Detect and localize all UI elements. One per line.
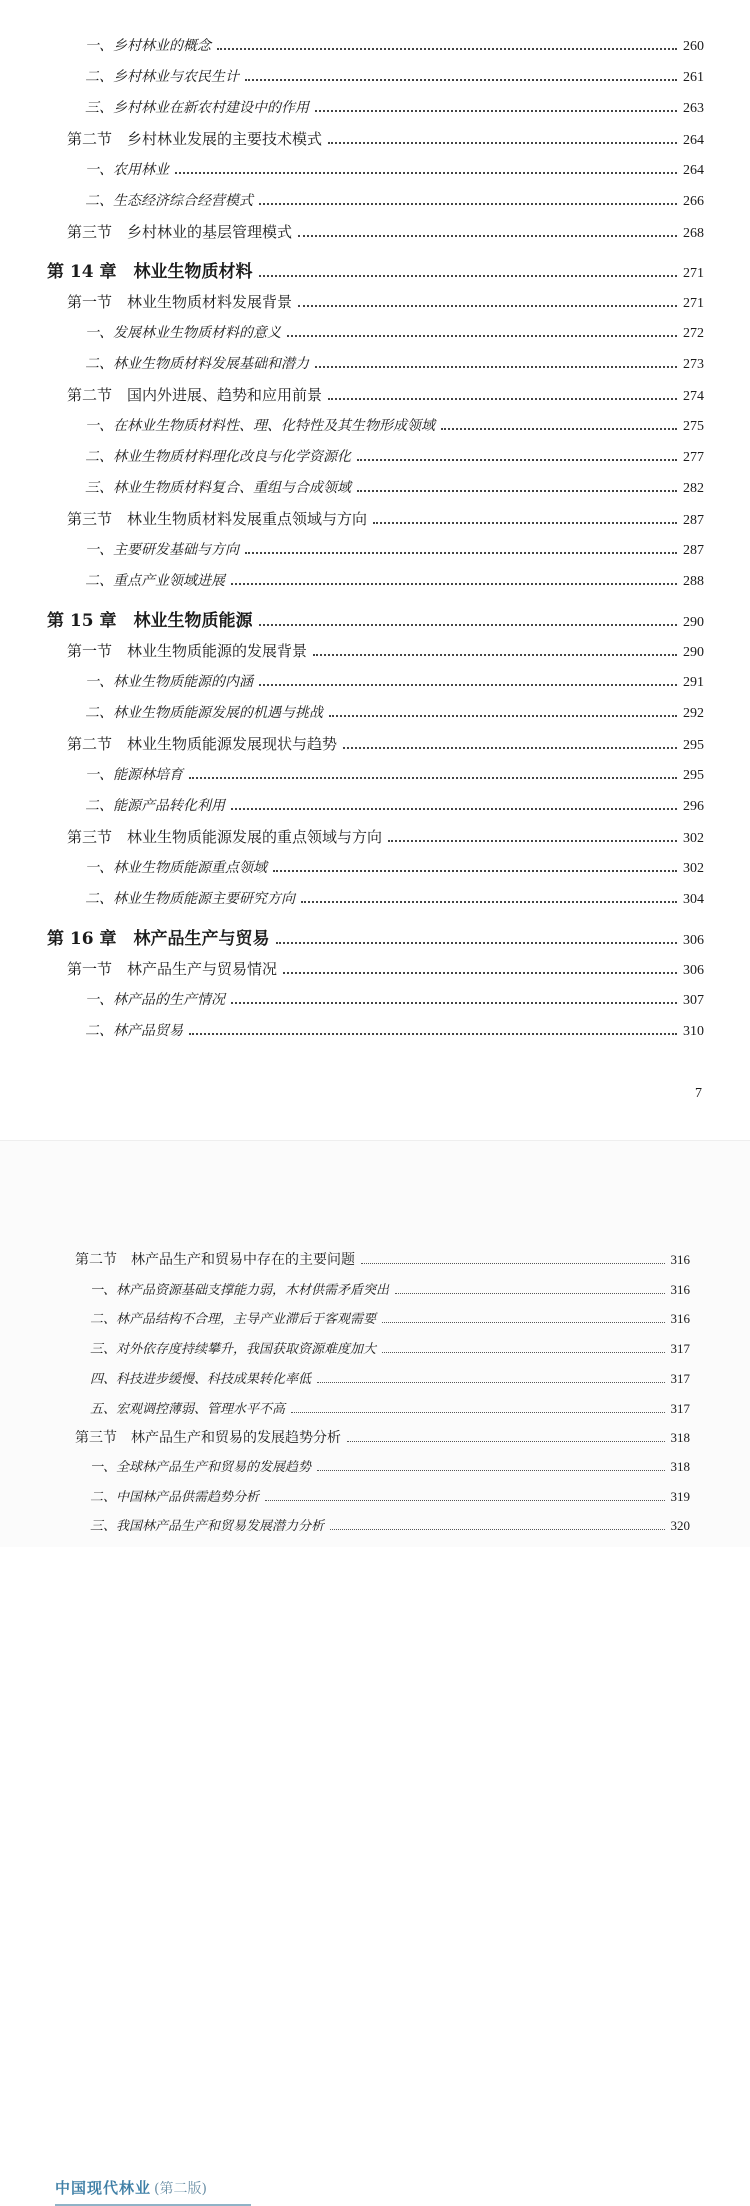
toc-entry-page-number: 277 <box>683 450 704 465</box>
toc-entry-title: 二、重点产业领域进展 <box>85 573 225 589</box>
toc-entry-title: 第三节 林业生物质材料发展重点领域与方向 <box>67 510 368 528</box>
toc-item-entry[interactable] <box>85 764 704 784</box>
toc-item-entry[interactable] <box>90 1456 690 1475</box>
toc-item-entry[interactable] <box>90 1338 690 1357</box>
dot-leader <box>259 274 678 277</box>
toc-entry-title: 一、在林业生物质材料性、理、化特性及其生物形成领域 <box>85 418 435 434</box>
toc-entry-title: 二、林业生物质能源发展的机遇与挑战 <box>85 705 323 721</box>
toc-section-entry[interactable] <box>67 291 704 312</box>
toc-item-entry[interactable] <box>85 159 704 179</box>
toc-item-entry[interactable] <box>85 795 704 815</box>
toc-entry-title: 第一节 林业生物质能源的发展背景 <box>67 642 308 660</box>
toc-entry-title: 二、林业生物质能源主要研究方向 <box>85 891 295 907</box>
toc-entry-title: 第 16 章 林产品生产与贸易 <box>47 929 270 949</box>
toc-entry-title: 二、林产品贸易 <box>85 1023 183 1039</box>
toc-entry-page-number: 271 <box>683 296 704 311</box>
toc-entry-page-number: 282 <box>683 481 704 496</box>
toc-item-entry[interactable] <box>90 1368 690 1387</box>
toc-entry-page-number: 316 <box>670 1252 690 1267</box>
toc-entry-title: 二、能源产品转化利用 <box>85 798 225 814</box>
toc-item-entry[interactable] <box>85 671 704 691</box>
dot-leader <box>276 941 678 944</box>
toc-entry-page-number: 302 <box>683 861 704 876</box>
toc-section-entry[interactable] <box>75 1427 690 1447</box>
dot-leader <box>373 521 677 524</box>
toc-entry-page-number: 274 <box>683 389 704 404</box>
toc-entry-page-number: 271 <box>683 266 704 281</box>
toc-item-entry[interactable] <box>90 1486 690 1505</box>
toc-entry-page-number: 260 <box>683 39 704 54</box>
dot-leader <box>382 1351 664 1353</box>
toc-item-entry[interactable] <box>85 353 704 373</box>
toc-section-entry[interactable] <box>75 1249 690 1269</box>
toc-section-entry[interactable] <box>67 640 704 661</box>
dot-leader <box>357 489 677 492</box>
toc-entry-title: 第三节 林业生物质能源发展的重点领域与方向 <box>67 828 383 846</box>
toc-entry-page-number: 291 <box>683 675 704 690</box>
toc-entry-page-number: 287 <box>683 513 704 528</box>
toc-item-entry[interactable] <box>85 415 704 435</box>
dot-leader <box>388 839 677 842</box>
dot-leader <box>328 397 677 400</box>
toc-entry-title: 二、乡村林业与农民生计 <box>85 69 239 85</box>
toc-entry-title: 三、乡村林业在新农村建设中的作用 <box>85 100 309 116</box>
toc-item-entry[interactable] <box>85 97 704 117</box>
toc-entry-page-number: 273 <box>683 357 704 372</box>
page-number: 7 <box>695 1086 702 1101</box>
toc-entry-title: 三、对外依存度持续攀升，我国获取资源难度加大 <box>90 1342 377 1357</box>
toc-entry-title: 一、农用林业 <box>85 162 169 178</box>
toc-item-entry[interactable] <box>85 1020 704 1040</box>
toc-entry-title: 第一节 林产品生产与贸易情况 <box>67 960 278 978</box>
dot-leader <box>315 365 677 368</box>
dot-leader <box>231 582 677 585</box>
toc-item-entry[interactable] <box>85 477 704 497</box>
book-edition: (第二版) <box>154 2181 207 2197</box>
toc-section-entry[interactable] <box>67 733 704 754</box>
dot-leader <box>175 171 677 174</box>
toc-entry-page-number: 317 <box>670 1341 690 1356</box>
dot-leader <box>273 869 677 872</box>
dot-leader <box>231 1001 677 1004</box>
dot-leader <box>301 900 677 903</box>
toc-item-entry[interactable] <box>85 539 704 559</box>
dot-leader <box>245 78 677 81</box>
toc-item-entry[interactable] <box>85 989 704 1009</box>
toc-entry-title: 二、林业生物质材料理化改良与化学资源化 <box>85 449 351 465</box>
toc-item-entry[interactable] <box>85 35 704 55</box>
toc-chapter-entry[interactable] <box>47 257 704 282</box>
toc-entry-title: 三、我国林产品生产和贸易发展潜力分析 <box>90 1519 325 1534</box>
toc-section-entry[interactable] <box>67 384 704 405</box>
toc-entry-page-number: 317 <box>670 1371 690 1386</box>
toc-entry-title: 二、中国林产品供需趋势分析 <box>90 1490 260 1505</box>
dot-leader <box>231 807 677 810</box>
toc-entry-page-number: 302 <box>683 831 704 846</box>
toc-item-entry[interactable] <box>90 1515 690 1534</box>
toc-section-entry[interactable] <box>67 221 704 242</box>
toc-entry-page-number: 261 <box>683 70 704 85</box>
toc-entry-title: 二、林业生物质材料发展基础和潜力 <box>85 356 309 372</box>
toc-entry-page-number: 316 <box>670 1282 690 1297</box>
toc-entry-title: 一、林产品的生产情况 <box>85 992 225 1008</box>
toc-entry-title: 第 15 章 林业生物质能源 <box>47 611 253 631</box>
toc-chapter-entry[interactable] <box>47 606 704 631</box>
toc-entry-title: 一、全球林产品生产和贸易的发展趋势 <box>90 1460 312 1475</box>
toc-entry-page-number: 318 <box>670 1430 690 1445</box>
toc-entry-page-number: 287 <box>683 543 704 558</box>
toc-entry-page-number: 306 <box>683 933 704 948</box>
dot-leader <box>317 1381 664 1383</box>
toc-item-entry[interactable] <box>90 1398 690 1417</box>
toc-entry-page-number: 268 <box>683 226 704 241</box>
toc-item-entry[interactable] <box>90 1308 690 1327</box>
toc-item-entry[interactable] <box>85 446 704 466</box>
toc-entry-title: 二、林产品结构不合理，主导产业滞后于客观需要 <box>90 1312 377 1327</box>
dot-leader <box>382 1321 664 1323</box>
dot-leader <box>189 776 677 779</box>
toc-entry-title: 一、林业生物质能源重点领域 <box>85 860 267 876</box>
dot-leader <box>245 551 677 554</box>
dot-leader <box>317 1469 664 1471</box>
toc-entry-page-number: 320 <box>670 1518 690 1533</box>
dot-leader <box>291 1411 664 1413</box>
dot-leader <box>343 746 677 749</box>
toc-entry-title: 一、发展林业生物质材料的意义 <box>85 325 281 341</box>
dot-leader <box>287 334 677 337</box>
dot-leader <box>328 141 677 144</box>
dot-leader <box>347 1440 665 1442</box>
toc-entry-page-number: 266 <box>683 194 704 209</box>
toc-entry-title: 一、乡村林业的概念 <box>85 38 211 54</box>
toc-item-entry[interactable] <box>85 66 704 86</box>
toc-entry-page-number: 307 <box>683 993 704 1008</box>
toc-entry-page-number: 319 <box>670 1489 690 1504</box>
toc-entry-page-number: 295 <box>683 738 704 753</box>
dot-leader <box>259 623 678 626</box>
toc-entry-page-number: 264 <box>683 133 704 148</box>
toc-entry-page-number: 317 <box>670 1401 690 1416</box>
toc-entry-page-number: 316 <box>670 1311 690 1326</box>
toc-entry-page-number: 295 <box>683 768 704 783</box>
toc-entry-title: 一、能源林培育 <box>85 767 183 783</box>
dot-leader <box>395 1292 664 1294</box>
toc-entry-page-number: 318 <box>670 1459 690 1474</box>
toc-entry-title: 五、宏观调控薄弱、管理水平不高 <box>90 1402 286 1417</box>
toc-entry-title: 一、林产品资源基础支撑能力弱，木材供需矛盾突出 <box>90 1283 390 1298</box>
dot-leader <box>217 47 677 50</box>
toc-entry-title: 第一节 林业生物质材料发展背景 <box>67 293 293 311</box>
dot-leader <box>357 458 677 461</box>
toc-chapter-entry[interactable] <box>47 924 704 949</box>
dot-leader <box>259 683 677 686</box>
toc-section-entry[interactable] <box>67 958 704 979</box>
dot-leader <box>298 304 677 307</box>
toc-entry-page-number: 290 <box>683 615 704 630</box>
toc-item-entry[interactable] <box>85 190 704 210</box>
dot-leader <box>189 1032 677 1035</box>
dot-leader <box>441 427 677 430</box>
toc-entry-title: 第二节 林产品生产和贸易中存在的主要问题 <box>75 1252 355 1268</box>
dot-leader <box>298 234 677 237</box>
dot-leader <box>265 1499 664 1501</box>
toc-entry-page-number: 264 <box>683 163 704 178</box>
toc-entry-title: 第二节 乡村林业发展的主要技术模式 <box>67 130 323 148</box>
toc-item-entry[interactable] <box>85 857 704 877</box>
toc-entry-page-number: 263 <box>683 101 704 116</box>
toc-entry-page-number: 304 <box>683 892 704 907</box>
toc-entry-title: 第三节 林产品生产和贸易的发展趋势分析 <box>75 1430 341 1446</box>
dot-leader <box>283 971 677 974</box>
toc-section-entry[interactable] <box>67 826 704 847</box>
toc-entry-page-number: 272 <box>683 326 704 341</box>
toc-entry-title: 三、林业生物质材料复合、重组与合成领域 <box>85 480 351 496</box>
toc-section-entry[interactable] <box>67 508 704 529</box>
toc-entry-page-number: 292 <box>683 706 704 721</box>
toc-entry-page-number: 310 <box>683 1024 704 1039</box>
dot-leader <box>361 1262 665 1264</box>
toc-page-8 <box>0 1140 750 2197</box>
toc-entry-title: 一、林业生物质能源的内涵 <box>85 674 253 690</box>
toc-entry-page-number: 296 <box>683 799 704 814</box>
toc-entry-page-number: 275 <box>683 419 704 434</box>
toc-entry-page-number: 306 <box>683 963 704 978</box>
dot-leader <box>315 109 677 112</box>
toc-entry-title: 第三节 乡村林业的基层管理模式 <box>67 223 293 241</box>
toc-entry-title: 第二节 国内外进展、趋势和应用前景 <box>67 386 323 404</box>
dot-leader <box>313 653 677 656</box>
toc-entry-title: 二、生态经济综合经营模式 <box>85 193 253 209</box>
toc-entry-title: 第 14 章 林业生物质材料 <box>47 262 253 282</box>
dot-leader <box>259 202 677 205</box>
dot-leader <box>330 1528 664 1530</box>
book-title: 中国现代林业 <box>55 2179 152 2197</box>
toc-item-entry[interactable] <box>85 570 704 590</box>
toc-item-entry[interactable] <box>90 1279 690 1298</box>
running-header <box>55 2177 251 2206</box>
toc-item-entry[interactable] <box>85 702 704 722</box>
toc-entry-title: 四、科技进步缓慢、科技成果转化率低 <box>90 1372 312 1387</box>
toc-entry-title: 一、主要研发基础与方向 <box>85 542 239 558</box>
toc-item-entry[interactable] <box>85 322 704 342</box>
dot-leader <box>329 714 677 717</box>
toc-entry-page-number: 290 <box>683 645 704 660</box>
toc-section-entry[interactable] <box>67 128 704 149</box>
toc-entry-title: 第二节 林业生物质能源发展现状与趋势 <box>67 735 338 753</box>
toc-entry-page-number: 288 <box>683 574 704 589</box>
toc-item-entry[interactable] <box>85 888 704 908</box>
